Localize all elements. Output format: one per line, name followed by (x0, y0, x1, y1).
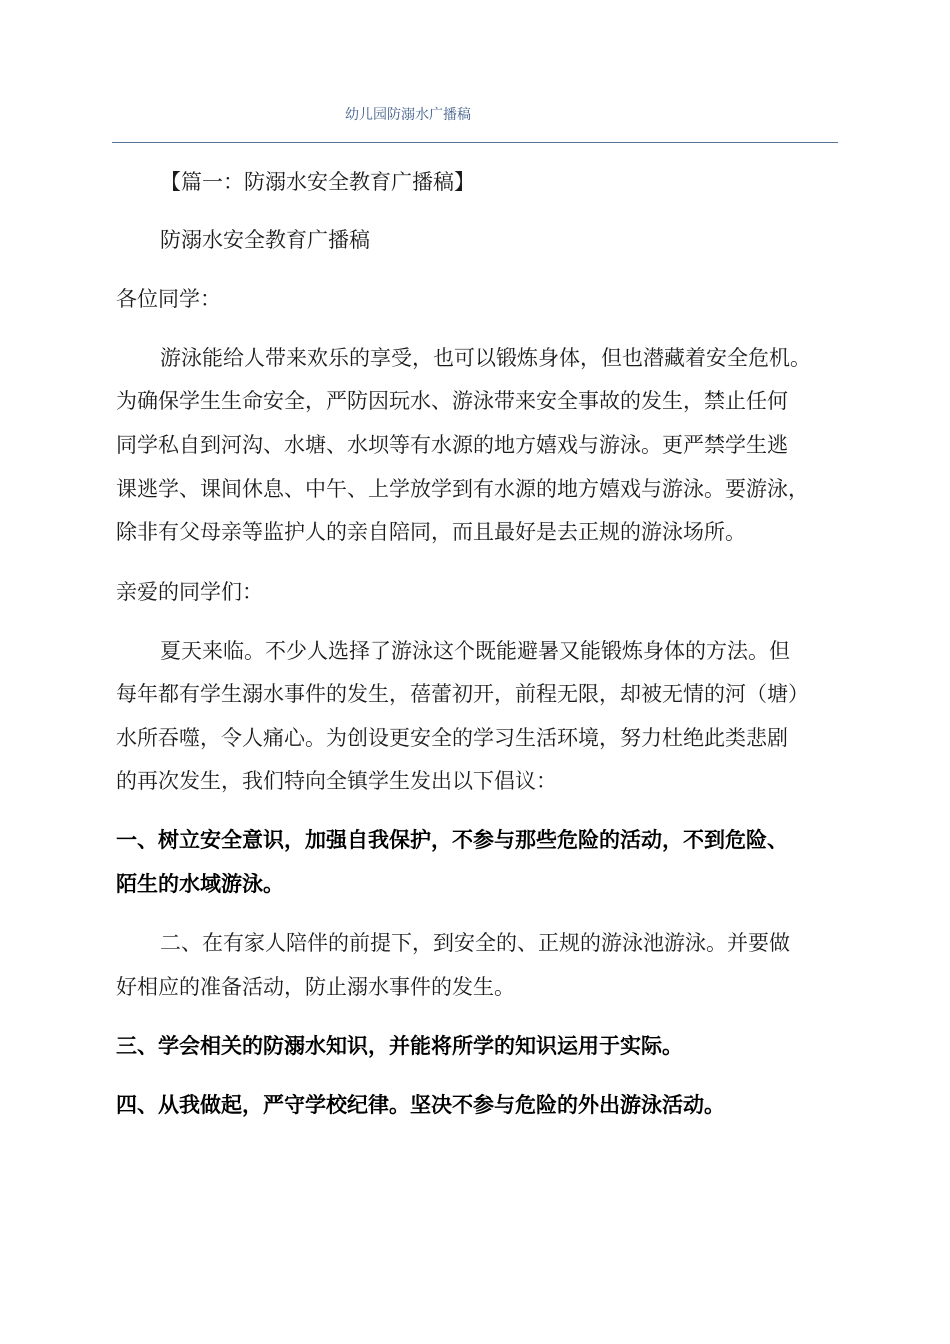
paragraph-line: 同学私自到河沟、水塘、水坝等有水源的地方嬉戏与游泳。更严禁学生逃 (116, 433, 788, 457)
greeting-dear-students: 亲爱的同学们： (116, 580, 263, 604)
paragraph-line: 水所吞噬，令人痛心。为创设更安全的学习生活环境，努力杜绝此类悲剧 (116, 726, 788, 750)
document-subtitle: 防溺水安全教育广播稿 (160, 228, 370, 252)
proposal-item-1-cont: 陌生的水域游泳。 (116, 871, 284, 896)
section-heading: 【篇一：防溺水安全教育广播稿】 (160, 170, 475, 194)
header-divider (112, 142, 838, 143)
paragraph-line: 游泳能给人带来欢乐的享受，也可以锻炼身体，但也潜藏着安全危机。 (160, 346, 811, 370)
paragraph-line: 除非有父母亲等监护人的亲自陪同，而且最好是去正规的游泳场所。 (116, 520, 746, 544)
proposal-item-3: 三、学会相关的防溺水知识，并能将所学的知识运用于实际。 (116, 1033, 683, 1058)
proposal-item-4: 四、从我做起，严守学校纪律。坚决不参与危险的外出游泳活动。 (116, 1092, 725, 1117)
paragraph-line: 每年都有学生溺水事件的发生，蓓蕾初开，前程无限，却被无情的河（塘） (116, 682, 809, 706)
paragraph-line: 为确保学生生命安全，严防因玩水、游泳带来安全事故的发生，禁止任何 (116, 389, 788, 413)
page-header-title: 幼儿园防溺水广播稿 (345, 107, 471, 123)
paragraph-line: 夏天来临。不少人选择了游泳这个既能避暑又能锻炼身体的方法。但 (160, 639, 790, 663)
greeting-students: 各位同学： (116, 287, 221, 311)
paragraph-line: 的再次发生，我们特向全镇学生发出以下倡议： (116, 769, 557, 793)
proposal-item-2: 二、在有家人陪伴的前提下，到安全的、正规的游泳池游泳。并要做 (160, 931, 790, 955)
proposal-item-2-cont: 好相应的准备活动，防止溺水事件的发生。 (116, 975, 515, 999)
paragraph-line: 课逃学、课间休息、中午、上学放学到有水源的地方嬉戏与游泳。要游泳， (116, 477, 809, 501)
proposal-item-1: 一、树立安全意识，加强自我保护，不参与那些危险的活动，不到危险、 (116, 827, 788, 852)
